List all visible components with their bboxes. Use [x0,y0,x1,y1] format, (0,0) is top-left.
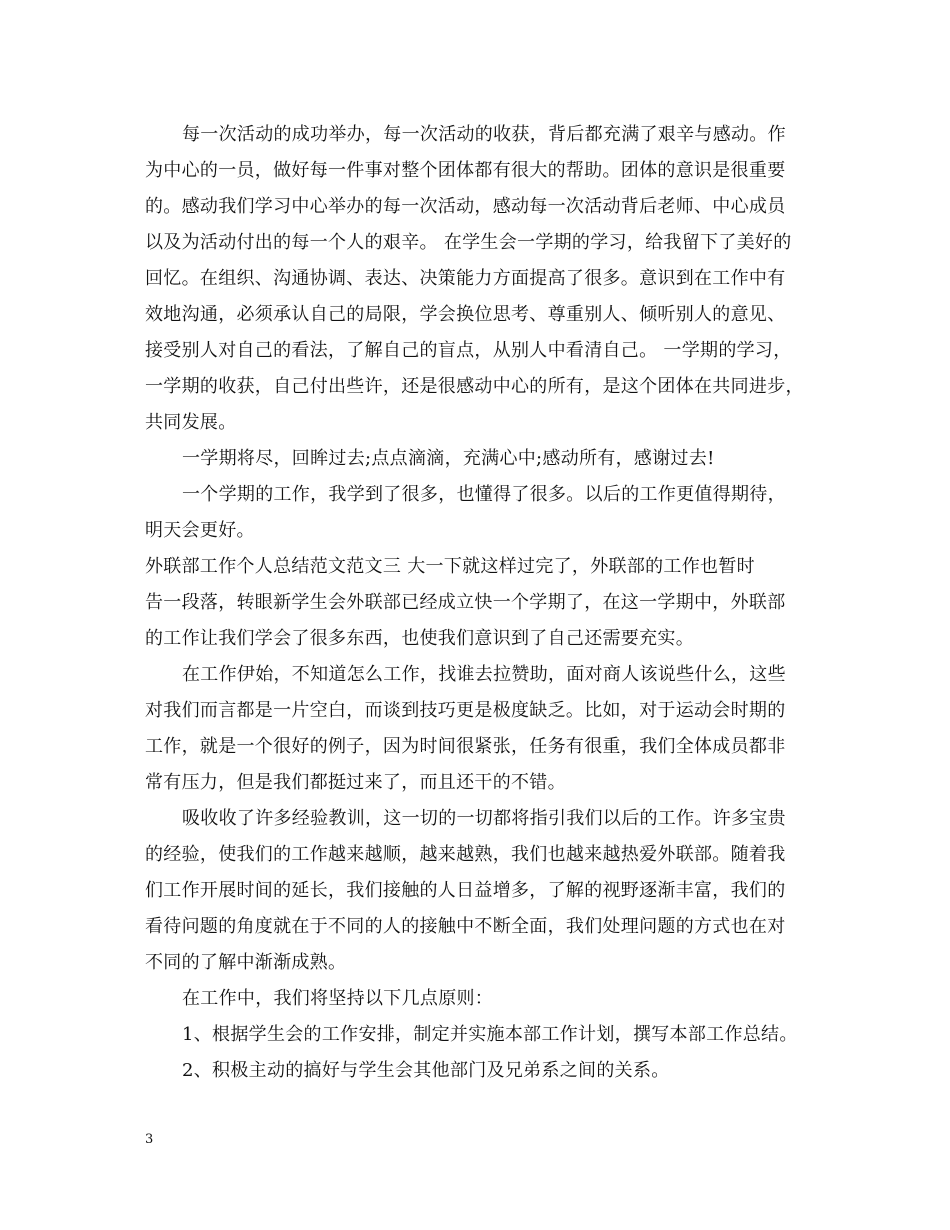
text-line: 明天会更好。 [145,520,255,541]
text-line: 在工作伊始，不知道怎么工作，找谁去拉赞助，面对商人该说些什么，这些 [182,664,786,685]
text-line: 看待问题的角度就在于不同的人的接触中不断全面，我们处理问题的方式也在对 [145,916,786,937]
text-line: 共同发展。 [145,412,237,433]
list-item: 2、积极主动的搞好与学生会其他部门及兄弟系之间的关系。 [182,1060,670,1081]
text-line: 接受别人对自己的看法，了解自己的盲点，从别人中看清自己。 一学期的学习， [145,340,792,361]
text-line: 每一次活动的成功举办，每一次活动的收获，背后都充满了艰辛与感动。作 [182,124,786,145]
text-line: 一学期将尽，回眸过去;点点滴滴，充满心中;感动所有，感谢过去! [182,448,715,469]
text-line: 不同的了解中渐渐成熟。 [145,952,347,973]
text-line: 为中心的一员，做好每一件事对整个团体都有很大的帮助。团体的意识是很重要 [145,160,786,181]
page-number: 3 [145,1132,154,1147]
text-line: 工作，就是一个很好的例子，因为时间很紧张，任务有很重，我们全体成员都非 [145,736,786,757]
text-line: 告一段落，转眼新学生会外联部已经成立快一个学期了，在这一学期中，外联部 [145,592,786,613]
section-heading-line: 外联部工作个人总结范文范文三 大一下就这样过完了，外联部的工作也暂时 [145,556,755,577]
text-line: 对我们而言都是一片空白，而谈到技巧更是极度缺乏。比如，对于运动会时期的 [145,700,786,721]
text-line: 一学期的收获，自己付出些许，还是很感动中心的所有，是这个团体在共同进步， [145,376,804,397]
text-line: 一个学期的工作，我学到了很多，也懂得了很多。以后的工作更值得期待， [182,484,786,505]
text-line: 以及为活动付出的每一个人的艰辛。 在学生会一学期的学习，给我留下了美好的 [145,232,792,253]
text-line: 的经验，使我们的工作越来越顺，越来越熟，我们也越来越热爱外联部。随着我 [145,844,786,865]
text-line: 们工作开展时间的延长，我们接触的人日益增多，了解的视野逐渐丰富，我们的 [145,880,786,901]
text-line: 效地沟通，必须承认自己的局限，学会换位思考、尊重别人、倾听别人的意见、 [145,304,786,325]
text-line: 吸收收了许多经验教训，这一切的一切都将指引我们以后的工作。许多宝贵 [182,808,786,829]
text-line: 的工作让我们学会了很多东西，也使我们意识到了自己还需要充实。 [145,628,694,649]
text-line: 的。感动我们学习中心举办的每一次活动，感动每一次活动背后老师、中心成员 [145,196,786,217]
document-body [145,117,815,1089]
text-line: 常有压力，但是我们都挺过来了，而且还干的不错。 [145,772,566,793]
list-item: 1、根据学生会的工作安排，制定并实施本部工作计划，撰写本部工作总结。 [182,1024,798,1045]
text-line: 回忆。在组织、沟通协调、表达、决策能力方面提高了很多。意识到在工作中有 [145,268,786,289]
text-line: 在工作中，我们将坚持以下几点原则： [182,988,494,1009]
